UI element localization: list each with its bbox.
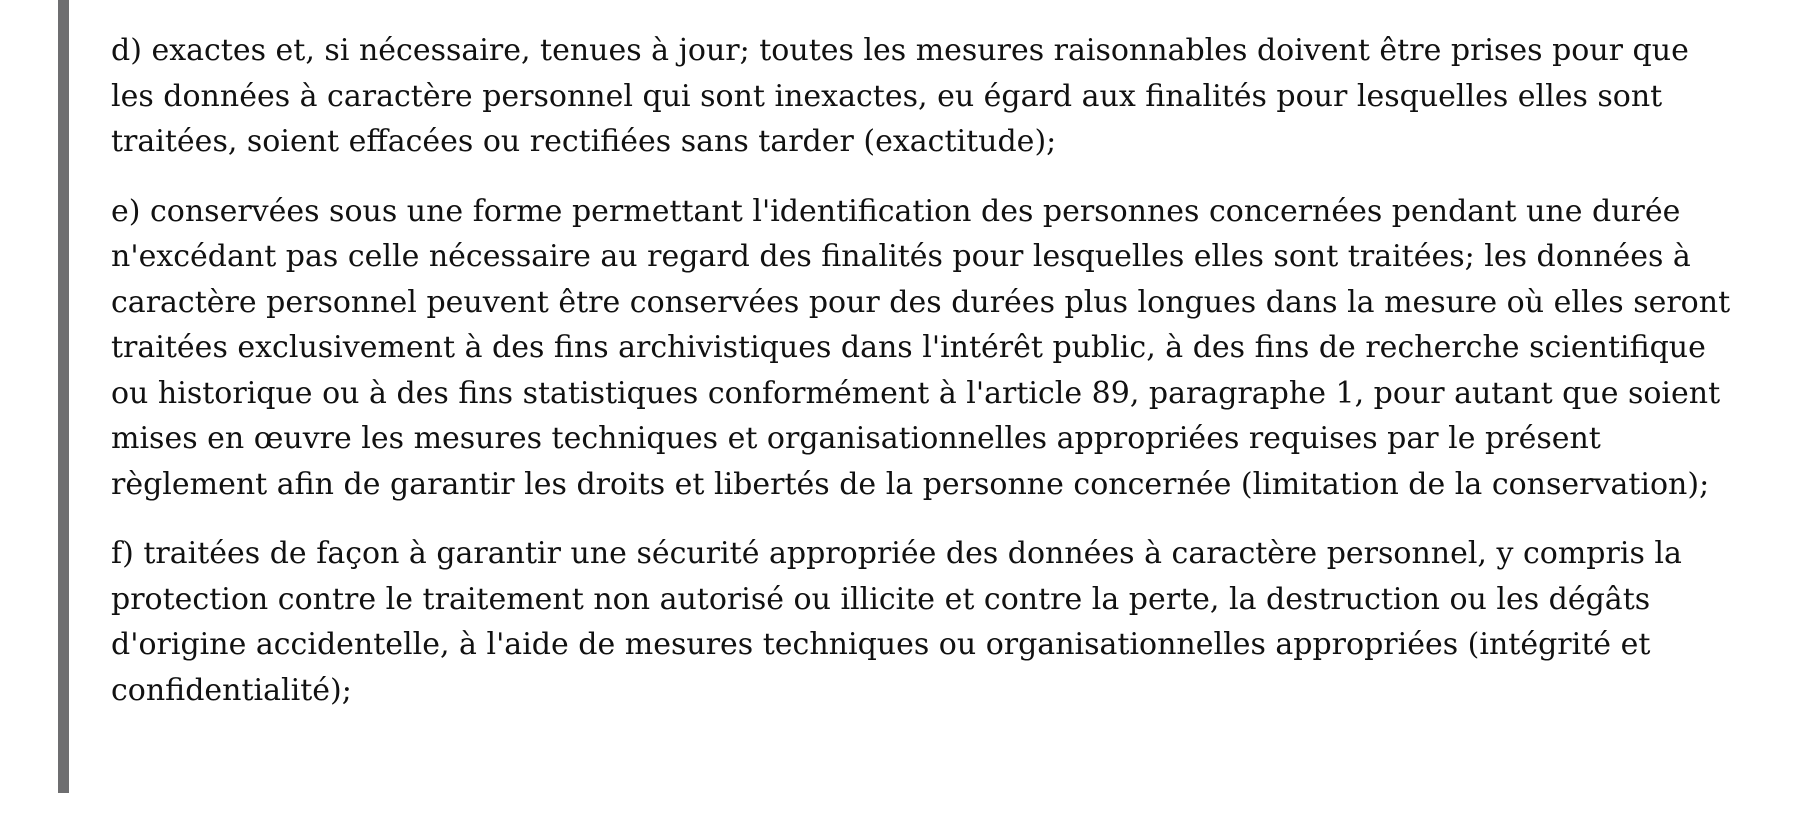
paragraph-d: d) exactes et, si nécessaire, tenues à jour; toutes les mesures raisonnables doivent être prises pour que les données à caractère personnel qui sont inexactes, eu égard aux finalités pour lesquelles elles sont traitées, soient effacées ou rectifiées sans tarder (exactitude); bbox=[111, 33, 1689, 159]
paragraph-e: e) conservées sous une forme permettant l'identification des personnes concernées pendant une durée n'excédant pas celle nécessaire au regard des finalités pour lesquelles elles sont traitées; les données à caractère personnel peuvent être conservées pour des durées plus longues dans la mesure où elles seront traitées exclusivement à des fins archivistiques dans l'intérêt public, à des fins de recherche scientifique ou historique ou à des fins statistiques conformément à l'article 89, paragraphe 1, pour autant que soient mises en œuvre les mesures techniques et organisationnelles appropriées requises par le présent règlement afin de garantir les droits et libertés de la personne concernée (limitation de la conservation); bbox=[111, 193, 1731, 502]
paragraph-f: f) traitées de façon à garantir une sécurité appropriée des données à caractère personnel, y compris la protection contre le traitement non autorisé ou illicite et contre la perte, la destruction ou les dégâts d'origine accidentelle, à l'aide de mesures techniques ou organisationnelles appropriées (intégrité et confidentialité); bbox=[111, 536, 1682, 708]
blockquote bbox=[58, 0, 1734, 793]
